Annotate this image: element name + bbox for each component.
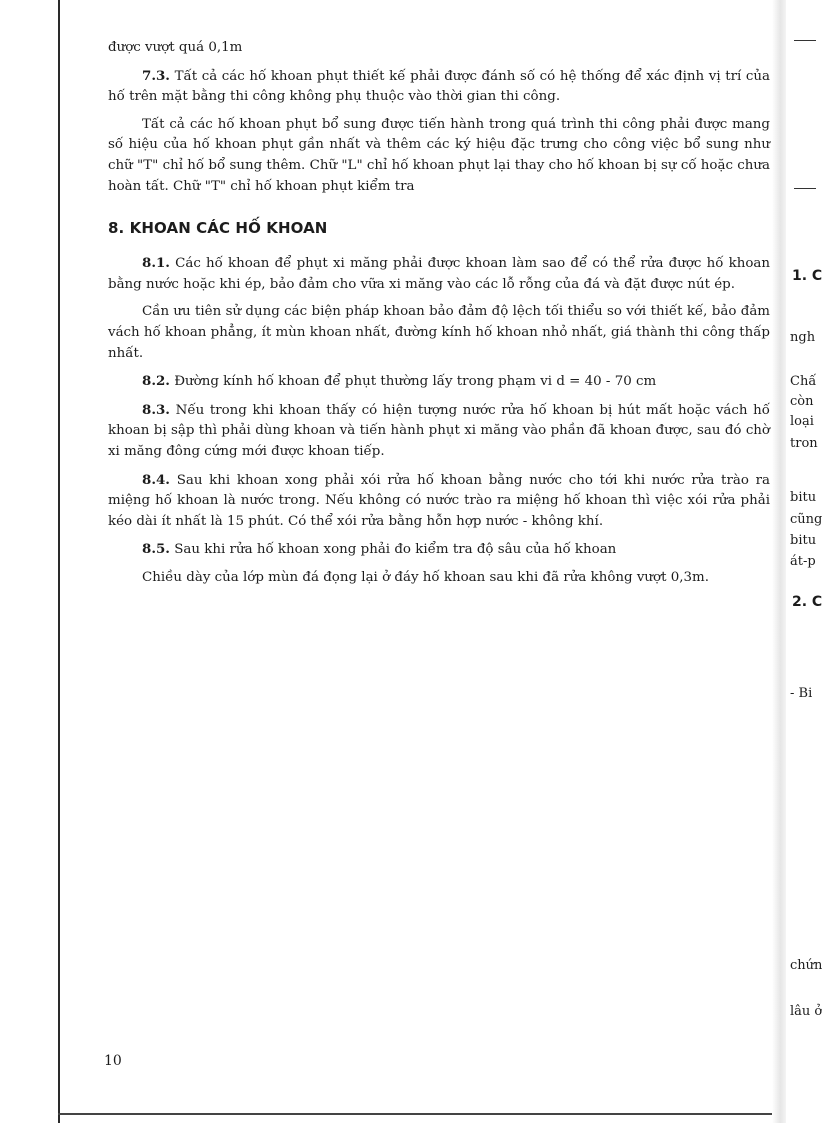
adjacent-page-strip [786, 0, 822, 1123]
clause-number: 8.5. [142, 541, 170, 558]
adjacent-fragment: còn [790, 394, 814, 409]
adjacent-fragment: bitu [790, 533, 817, 548]
adjacent-rule-top [794, 40, 816, 41]
adjacent-fragment: lâu ở [790, 1004, 822, 1019]
clause-number: 8.2. [142, 373, 170, 390]
adjacent-fragment: bitu [790, 490, 817, 505]
paragraph-8-1-supplement: Cần ưu tiên sử dụng các biện pháp khoan bảo đảm độ lệch tối thiểu so với thiết kế, bảo đảm vách hố khoan phẳng, ít mùn khoan nhất, đường kính hố khoan nhỏ nhất, giá thành thi công thấp nhất. [108, 304, 770, 361]
clause-number: 7.3. [142, 67, 170, 84]
paragraph-text: Sau khi khoan xong phải xói rửa hố khoan bằng nước cho tới khi nước rửa trào ra miệng hố khoan là nước trong. Nếu không có nước trào ra miệng hố khoan thì việc xói rửa phải kéo dài ít nhất là 15 phút. Có thể xói rửa bằng hỗn hợp nước - không khí. [108, 472, 770, 529]
paragraph-text: Sau khi rửa hố khoan xong phải đo kiểm tra độ sâu của hố khoan [174, 542, 617, 558]
adjacent-fragment: 1. C [792, 268, 822, 284]
paragraph-8-1 [108, 253, 770, 295]
paragraph-8-3 [108, 400, 770, 463]
book-gutter-shadow [772, 0, 786, 1123]
adjacent-rule-mid [794, 188, 816, 189]
adjacent-fragment: át-p [790, 554, 816, 569]
clause-number: 8.3. [142, 401, 170, 418]
clause-number: 8.1. [142, 255, 170, 272]
section-heading: 8. KHOAN CÁC HỐ KHOAN [108, 219, 328, 238]
paragraph-8-2 [108, 371, 770, 393]
adjacent-fragment: Chấ [790, 374, 817, 389]
page-bottom-edge [58, 1113, 778, 1115]
clause-number: 8.4. [142, 471, 170, 488]
page-body [108, 38, 770, 588]
paragraph-8-4 [108, 470, 770, 533]
adjacent-fragment: chứn [790, 958, 822, 973]
paragraph-8-5 [108, 539, 770, 561]
paragraph-7-3 [108, 66, 770, 108]
paragraph-8-5-supplement: Chiều dày của lớp mùn đá đọng lại ở đáy hố khoan sau khi đã rửa không vượt 0,3m. [142, 569, 710, 585]
adjacent-fragment: loại [790, 414, 814, 429]
continuation-text: được vượt quá 0,1m [108, 40, 243, 55]
paragraph-text: Nếu trong khi khoan thấy có hiện tượng nước rửa hố khoan bị hút mất hoặc vách hố khoan bị sập thì phải dùng khoan và tiến hành phụt xi măng vào phần đã khoan được, sau đó chờ xi măng đông cứng mới được khoan tiếp. [108, 402, 770, 459]
page-left-edge [58, 0, 60, 1123]
paragraph-7-3-supplement: Tất cả các hố khoan phụt bổ sung được tiến hành trong quá trình thi công phải được mang số hiệu của hố khoan phụt gần nhất và thêm các ký hiệu đặc trưng cho công việc bổ sung như chữ "T" chỉ hố bổ sung thêm. Chữ "L" chỉ hố khoan phụt lại thay cho hố khoan bị sự cố hoặc chưa hoàn tất. Chữ "T" chỉ hố khoan phụt kiểm tra [108, 116, 770, 194]
adjacent-fragment: ngh [790, 330, 816, 345]
adjacent-fragment: tron [790, 436, 818, 451]
paragraph-text: Các hố khoan để phụt xi măng phải được khoan làm sao để có thể rửa được hố khoan bằng nước hoặc khi ép, bảo đảm cho vữa xi măng vào các lỗ rỗng của đá và đặt được nút ép. [108, 256, 770, 292]
paragraph-text: Đường kính hố khoan để phụt thường lấy trong phạm vi d = 40 - 70 cm [174, 374, 657, 390]
adjacent-fragment: 2. C [792, 594, 822, 610]
adjacent-fragment: - Bi [790, 686, 813, 701]
adjacent-fragment: cũng [790, 512, 822, 527]
paragraph-text: Tất cả các hố khoan phụt thiết kế phải được đánh số có hệ thống để xác định vị trí của hố trên mặt bằng thi công không phụ thuộc vào thời gian thi công. [108, 68, 770, 105]
page-number: 10 [104, 1053, 122, 1069]
